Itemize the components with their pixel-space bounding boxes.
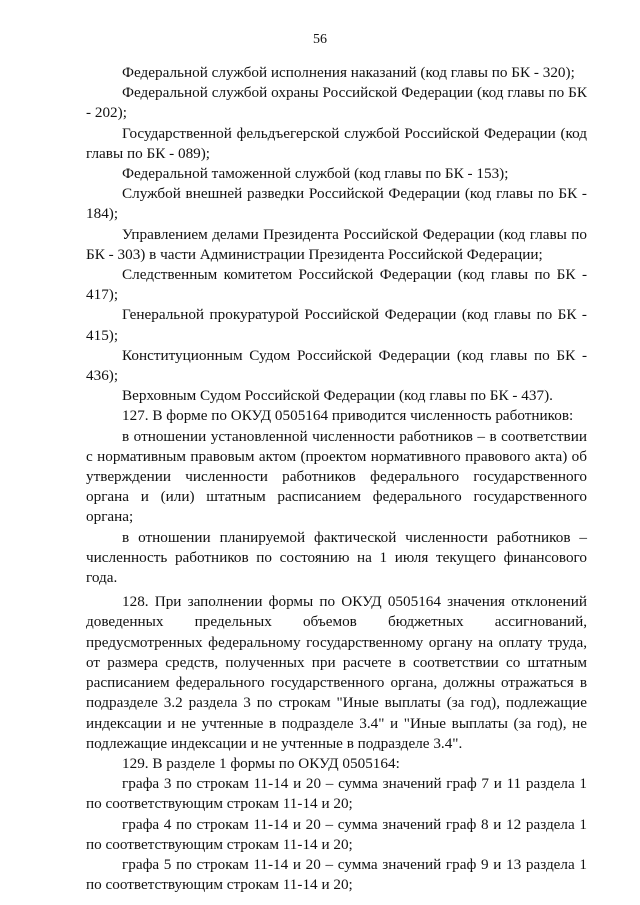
paragraph-129-heading: 129. В разделе 1 формы по ОКУД 0505164: xyxy=(122,754,400,772)
paragraph-127-heading: 127. В форме по ОКУД 0505164 приводится численность работников: xyxy=(122,407,574,425)
paragraph-prosecutor: Генеральной прокуратурой Российской Федерации (код главы по БК - 415); xyxy=(86,306,587,344)
document-body xyxy=(86,63,587,895)
paragraph-gfs: Государственной фельдъегерской службой Российской Федерации (код главы по БК - 089); xyxy=(86,124,587,162)
paragraph-fts: Федеральной таможенной службой (код главы по БК - 153); xyxy=(122,165,509,183)
paragraph-127-planned: в отношении планируемой фактической численности работников – численность работников по состоянию на 1 июля текущего финансового года. xyxy=(86,528,587,587)
paragraph-constitutional-court: Конституционным Судом Российской Федерации (код главы по БК - 436); xyxy=(86,346,587,385)
page-number: 56 xyxy=(313,32,327,47)
paragraph-sk: Следственным комитетом Российской Федерации (код главы по БК - 417); xyxy=(86,266,587,304)
paragraph-fsin: Федеральной службой исполнения наказаний (код главы по БК - 320); xyxy=(122,64,575,81)
paragraph-129-col5: графа 5 по строкам 11-14 и 20 – сумма значений граф 9 и 13 раздела 1 по соответствующим строкам 11-14 и 20; xyxy=(86,855,587,894)
paragraph-128: 128. При заполнении формы по ОКУД 0505164 значения отклонений доведенных предельных объемов бюджетных ассигнований, предусмотренных федеральному государственному органу на оплату труда, от размера средств, полученных при расчете в соответствии со штатным расписанием федерального государственного органа, должны отражаться в подразделе 3.2 раздела 3 по строкам "Иные выплаты (за год), подлежащие индексации и не учтенные в подразделе 3.4" и "Иные выплаты (за год), не подлежащие индексации и не учтенные в подразделе 3.4". xyxy=(86,593,587,752)
paragraph-127-established: в отношении установленной численности работников – в соответствии с нормативным правовым актом (проектом нормативного правового акта) об утверждении численности работников федерального государственного органа и (или) штатным расписанием федерального государственного органа; xyxy=(86,427,587,526)
paragraph-129-col4: графа 4 по строкам 11-14 и 20 – сумма значений граф 8 и 12 раздела 1 по соответствующим строкам 11-14 и 20; xyxy=(86,815,587,853)
paragraph-svr: Службой внешней разведки Российской Федерации (код главы по БК - 184); xyxy=(86,185,587,223)
paragraph-fso: Федеральной службой охраны Российской Федерации (код главы по БК - 202); xyxy=(86,84,587,122)
paragraph-supreme-court: Верховным Судом Российской Федерации (код главы по БК - 437). xyxy=(122,387,553,405)
paragraph-129-col3: графа 3 по строкам 11-14 и 20 – сумма значений граф 7 и 11 раздела 1 по соответствующим строкам 11-14 и 20; xyxy=(86,775,587,813)
paragraph-udp: Управлением делами Президента Российской Федерации (код главы по БК - 303) в части Администрации Президента Российской Федерации; xyxy=(86,225,587,263)
